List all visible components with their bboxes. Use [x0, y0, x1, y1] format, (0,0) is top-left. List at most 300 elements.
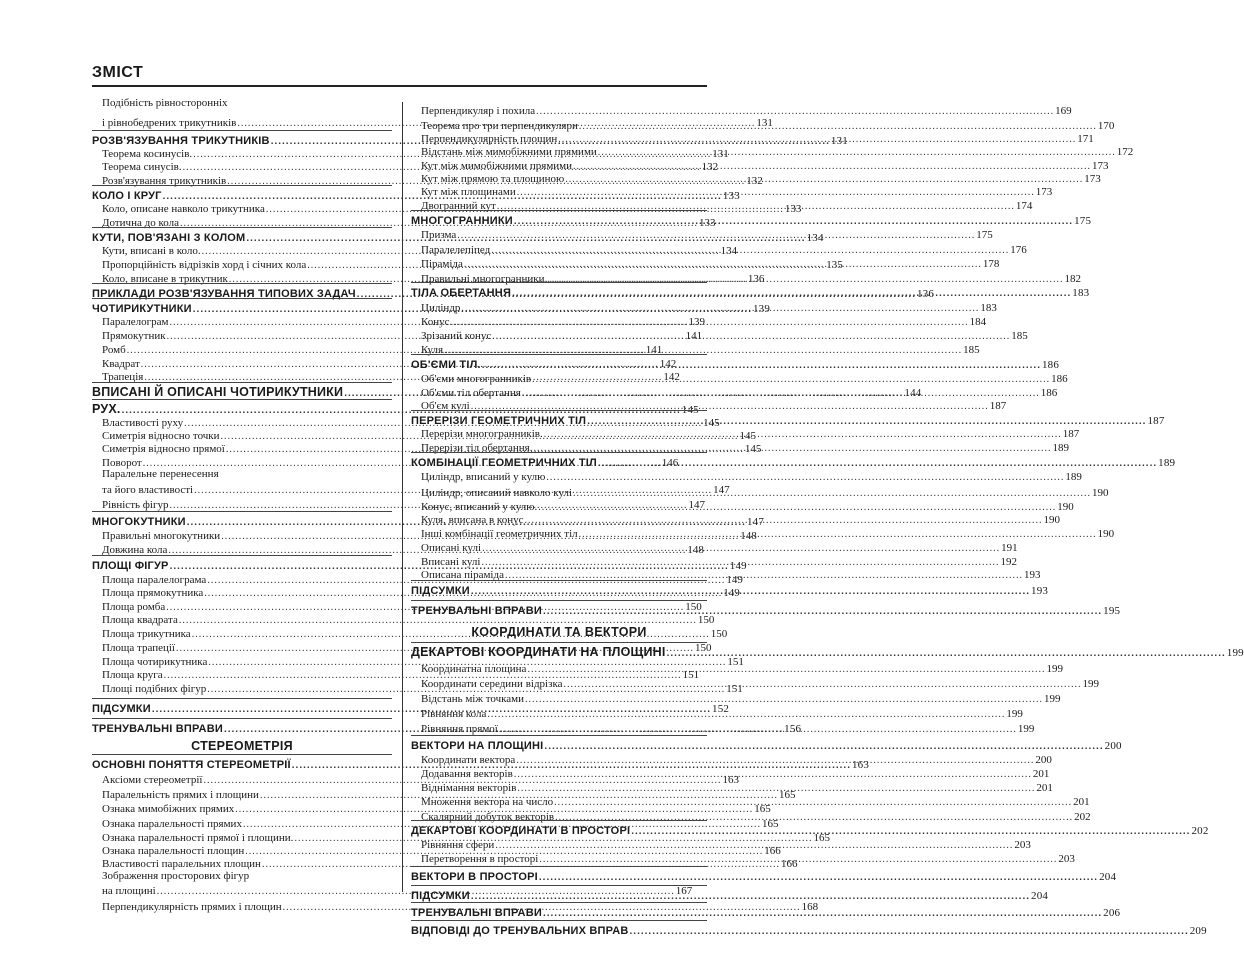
toc-section-entry[interactable] [411, 645, 1244, 659]
dot-leader [538, 855, 1058, 865]
page-number: 175 [1074, 215, 1092, 227]
section-title: ПЛОЩІ ФІГУР [92, 560, 169, 572]
entry-title: на площині [102, 885, 156, 897]
dot-leader [666, 649, 1227, 659]
entry-title: Двогранний кут [421, 200, 496, 212]
section-separator [92, 283, 392, 284]
page-number: 199 [1082, 678, 1100, 690]
entry-title: Коло, описане навколо трикутника [102, 203, 265, 215]
dot-leader [553, 798, 1073, 808]
page-number: 190 [1097, 528, 1115, 540]
entry-title: Додавання векторів [421, 768, 513, 780]
dot-leader [463, 260, 983, 270]
section-title: КОЛО І КРУГ [92, 190, 162, 202]
toc-section-entry[interactable] [411, 455, 1176, 469]
section-separator [411, 820, 707, 821]
page-number: 178 [982, 258, 1000, 270]
page-number: 199 [1046, 663, 1063, 675]
page-number: 146 [661, 457, 679, 469]
dot-leader [494, 841, 1014, 851]
page-number: 187 [989, 400, 1007, 412]
page-number: 149 [723, 587, 740, 599]
entry-title: Ознака мимобіжних прямих [102, 803, 235, 815]
entry-title: Інші комбінації геометричних тіл [421, 528, 578, 540]
entry-title: Площа квадрата [102, 614, 178, 626]
page-number: 133 [722, 190, 740, 202]
page-number: 173 [1092, 160, 1109, 172]
section-separator [411, 885, 707, 886]
dot-leader [572, 489, 1092, 499]
section-separator [411, 580, 707, 581]
page-number: 182 [1064, 273, 1081, 285]
section-separator [92, 130, 392, 131]
dot-leader [524, 695, 1044, 705]
page-number: 134 [806, 232, 824, 244]
page-number: 185 [963, 344, 980, 356]
page-number: 169 [1055, 105, 1072, 117]
page-number: 150 [694, 642, 712, 654]
section-title: ДЕКАРТОВІ КООРДИНАТИ НА ПЛОЩИНІ [411, 645, 666, 659]
dot-leader [481, 544, 1001, 554]
section-separator [411, 902, 707, 903]
section-separator [92, 754, 392, 755]
page-number: 200 [1104, 740, 1122, 752]
page-number: 142 [659, 358, 677, 370]
entry-title: Розв'язування трикутників [102, 175, 227, 187]
page-number: 167 [675, 885, 693, 897]
dot-leader [630, 827, 1191, 837]
page-number: 190 [1057, 501, 1074, 513]
page-number: 132 [701, 161, 719, 173]
entry-title: Властивості руху [102, 417, 184, 429]
page-number: 176 [1010, 244, 1027, 256]
entry-title: Перпендикуляр і похила [421, 105, 536, 117]
entry-title: Піраміда [421, 258, 463, 270]
dot-leader [460, 304, 980, 314]
section-separator [411, 920, 707, 921]
dot-leader [490, 246, 1010, 256]
page-number: 187 [1147, 415, 1165, 427]
dot-leader [542, 909, 1103, 919]
entry-title: Теорема косинусів. [102, 148, 193, 160]
section-separator [411, 600, 707, 601]
entry-title: Скалярний добуток векторів [421, 811, 555, 823]
section-title: ВЕКТОРИ В ПРОСТОРІ [411, 871, 538, 883]
dot-leader [578, 530, 1098, 540]
page-number: 172 [1116, 146, 1134, 158]
page-number: 152 [712, 703, 730, 715]
page-number: 183 [1072, 287, 1090, 299]
section-separator [411, 282, 707, 283]
page-number: 145 [739, 430, 757, 442]
page-number: 187 [1062, 428, 1080, 440]
section-title: ПІДСУМКИ [411, 585, 470, 597]
page-number: 183 [980, 302, 997, 314]
entry-title: Теорема про три перпендикуляри [421, 120, 578, 132]
toc-entry-continuation: Подібність рівносторонніх [102, 97, 228, 109]
page-number: 201 [1032, 768, 1050, 780]
entry-title: Описані кулі [421, 542, 482, 554]
entry-title: та його властивості [102, 484, 194, 496]
entry-title: Відстань між мимобіжними прямими [421, 146, 597, 158]
section-title: ДЕКАРТОВІ КООРДИНАТИ В ПРОСТОРІ [411, 825, 631, 837]
page-number: 132 [746, 175, 763, 187]
page-number: 191 [1001, 542, 1018, 554]
entry-title: Об'єми тіл обертання [421, 387, 521, 399]
entry-title: Паралелограм [102, 316, 169, 328]
section-title: МНОГОГРАННИКИ [411, 215, 513, 227]
page-number: 133 [698, 217, 716, 229]
section-title: ПІДСУМКИ [411, 890, 470, 902]
page-number: 145 [681, 404, 699, 416]
entry-title: Пропорційність відрізків хорд і січних кола [102, 259, 307, 271]
toc-entry[interactable] [411, 540, 1018, 554]
dot-leader [486, 710, 1006, 720]
part-heading: КООРДИНАТИ ТА ВЕКТОРИ [471, 625, 647, 639]
part-heading: СТЕРЕОМЕТРІЯ [191, 739, 293, 753]
section-separator [92, 698, 392, 699]
page-number: 150 [685, 601, 702, 613]
dot-leader [597, 459, 1158, 469]
entry-title: Перерізи тіл обертання. [421, 442, 533, 454]
entry-title: і рівнобедрених трикутників [102, 117, 237, 129]
section-title: ТРЕНУВАЛЬНІ ВПРАВИ [411, 605, 542, 617]
entry-title: Симетрія відносно точки [102, 430, 220, 442]
page-number: 147 [688, 499, 705, 511]
toc-section-entry[interactable] [411, 357, 1060, 371]
entry-title: Конус, вписаний у кулю. [421, 501, 538, 513]
entry-title: Кут між прямою та площиною [421, 173, 565, 185]
section-title: КОМБІНАЦІЇ ГЕОМЕТРИЧНИХ ТІЛ [411, 457, 597, 469]
page-number: 206 [1103, 907, 1121, 919]
toc-entry-continuation: Паралельне перенесення [102, 468, 219, 480]
page-number: 199 [1044, 693, 1061, 705]
dot-leader [481, 361, 1042, 371]
dot-leader [543, 430, 1063, 440]
page-number: 166 [780, 858, 798, 870]
dot-leader [450, 318, 970, 328]
page-number: 171 [1077, 133, 1094, 145]
toc-section-entry[interactable] [411, 738, 1122, 752]
section-separator [411, 642, 707, 643]
page-number: 131 [830, 135, 848, 147]
section-title: РУХ. [92, 402, 121, 416]
dot-leader [516, 784, 1036, 794]
page-number: 145 [703, 417, 720, 429]
section-separator [411, 866, 707, 867]
dot-leader [543, 742, 1104, 752]
page-number: 203 [1058, 853, 1075, 865]
toc-entry[interactable] [411, 499, 1074, 513]
entry-title: Рівність фігур [102, 499, 169, 511]
entry-title: Довжина кола [102, 544, 168, 556]
entry-title: Множення вектора на число [421, 796, 554, 808]
entry-title: Конус [421, 316, 450, 328]
page-number: 186 [1041, 359, 1060, 371]
page-number: 147 [746, 516, 765, 528]
entry-title: Об'єм кулі [421, 400, 470, 412]
dot-leader [629, 927, 1190, 937]
entry-title: Координати вектора [421, 754, 516, 766]
page-number: 163 [722, 774, 739, 786]
page-number: 150 [710, 628, 728, 640]
entry-title: Площа круга [102, 669, 163, 681]
entry-title: Квадрат [102, 358, 140, 370]
entry-title: Координати середини відрізка [421, 678, 563, 690]
dot-leader [563, 680, 1083, 690]
toc-section-entry[interactable] [411, 923, 1207, 937]
page-number: 135 [826, 259, 843, 271]
entry-title: Ознака паралельності прямої і площини. [102, 832, 294, 844]
dot-leader [470, 587, 1031, 597]
section-separator [92, 298, 392, 299]
page-number: 185 [1011, 330, 1028, 342]
page-number: 139 [688, 316, 706, 328]
section-title: КУТИ, ПОВ'ЯЗАНІ З КОЛОМ [92, 232, 246, 244]
page-number: 156 [784, 723, 802, 735]
page-number: 141 [685, 330, 703, 342]
page-number: 189 [1052, 442, 1069, 454]
section-title: ЧОТИРИКУТНИКИ [92, 303, 192, 315]
page-number: 139 [752, 303, 771, 315]
entry-title: Об'єми многогранників [421, 373, 532, 385]
entry-title: Вписані кулі [421, 556, 481, 568]
entry-title: Кут між площинами [421, 186, 516, 198]
dot-leader [491, 332, 1011, 342]
page-number: 136 [747, 273, 765, 285]
dot-leader [513, 770, 1033, 780]
section-separator [411, 354, 707, 355]
dot-leader [516, 188, 1036, 198]
page-number: 202 [1074, 811, 1091, 823]
section-separator [411, 410, 707, 411]
entry-title: Правильні многогранники [421, 273, 545, 285]
page-number: 151 [726, 683, 743, 695]
toc-entry-continuation: Зображення просторових фігур [102, 870, 250, 882]
page-number: 168 [801, 901, 819, 913]
page-number: 204 [1099, 871, 1117, 883]
entry-title: Кути, вписані в коло. [102, 245, 201, 257]
section-title: ТРЕНУВАЛЬНІ ВПРАВИ [92, 723, 223, 735]
dot-leader [515, 756, 1035, 766]
dot-leader [545, 473, 1065, 483]
page-number: 195 [1103, 605, 1121, 617]
page-number: 190 [1092, 487, 1109, 499]
entry-title: Площа чотирикутника [102, 656, 208, 668]
page-number: 201 [1073, 796, 1090, 808]
entry-title: Аксіоми стереометрії [102, 774, 203, 786]
page-number: 193 [1023, 569, 1041, 581]
page-title: ЗМІСТ [92, 64, 144, 81]
entry-title: Рівняння кола [421, 708, 487, 720]
page-number: 190 [1043, 514, 1060, 526]
toc-entry[interactable] [411, 103, 1072, 117]
page-number: 199 [1017, 723, 1035, 735]
entry-title: Площа прямокутника [102, 587, 204, 599]
page-number: 193 [1031, 585, 1049, 597]
page-number: 200 [1035, 754, 1052, 766]
page-number: 148 [687, 544, 704, 556]
section-title: ТІЛА ОБЕРТАННЯ [411, 287, 512, 299]
page-number: 184 [969, 316, 987, 328]
page-number: 166 [764, 845, 781, 857]
dot-leader [535, 107, 1055, 117]
page-number: 144 [904, 387, 922, 399]
toc-section-entry[interactable] [411, 603, 1121, 617]
entry-title: Площа трикутника [102, 628, 191, 640]
page-number: 150 [697, 614, 715, 626]
entry-title: Перпендикулярність площин [421, 133, 558, 145]
entry-title: Симетрія відносно прямої [102, 443, 225, 455]
section-title: ПРИКЛАДИ РОЗВ'ЯЗУВАННЯ ТИПОВИХ ЗАДАЧ [92, 288, 356, 300]
page-number: 134 [720, 245, 738, 257]
section-separator [92, 227, 392, 228]
page-number: 204 [1031, 890, 1049, 902]
page-number: 147 [713, 484, 730, 496]
section-title: МНОГОКУТНИКИ [92, 516, 186, 528]
page-number: 199 [1006, 708, 1023, 720]
toc-entry[interactable] [411, 328, 1028, 342]
entry-title: Дотична до кола [102, 217, 179, 229]
section-title: ПІДСУМКИ [92, 703, 151, 715]
dot-leader [526, 665, 1046, 675]
toc-entry[interactable] [92, 612, 715, 626]
page-number: 133 [784, 203, 802, 215]
section-title: ВПИСАНІ Й ОПИСАНІ ЧОТИРИКУТНИКИ [92, 385, 344, 399]
page-number: 174 [1015, 200, 1033, 212]
toc-entry[interactable] [411, 371, 1068, 385]
entry-title: Віднімання векторів [421, 782, 517, 794]
entry-title: Паралельність прямих і площини [102, 789, 259, 801]
page-number: 192 [1000, 556, 1017, 568]
entry-title: Перетворення в просторі [421, 853, 539, 865]
page-number: 209 [1189, 925, 1207, 937]
entry-title: Циліндр [421, 302, 461, 314]
entry-title: Ромб [102, 344, 126, 356]
section-separator [92, 511, 392, 512]
page-number: 148 [740, 530, 757, 542]
entry-title: Куля [421, 344, 444, 356]
entry-title: Призма [421, 229, 457, 241]
entry-title: Зрізаний конус [421, 330, 492, 342]
dot-leader [542, 607, 1103, 617]
page-number: 203 [1014, 839, 1031, 851]
dot-leader [597, 148, 1117, 158]
page-number: 186 [1040, 387, 1058, 399]
entry-title: Коло, вписане в трикутник [102, 273, 228, 285]
page-number: 165 [761, 818, 779, 830]
page-number: 151 [727, 656, 744, 668]
entry-title: Описана піраміда [421, 569, 504, 581]
page-number: 151 [682, 669, 700, 681]
toc-entry[interactable] [411, 691, 1061, 705]
dot-leader [511, 289, 1072, 299]
entry-title: Рівняння прямої [421, 723, 498, 735]
entry-title: Ознака паралельності прямих [102, 818, 242, 830]
section-separator [92, 382, 392, 383]
page-number: 165 [813, 832, 830, 844]
dot-leader [531, 375, 1051, 385]
section-title: ОСНОВНІ ПОНЯТТЯ СТЕРЕОМЕТРІЇ [92, 759, 291, 771]
section-separator [92, 399, 392, 400]
page-number: 136 [917, 288, 935, 300]
toc-section-entry[interactable] [411, 888, 1049, 902]
entry-title: Прямокутник [102, 330, 166, 342]
toc-entry[interactable] [92, 654, 744, 668]
section-title: РОЗВ'ЯЗУВАННЯ ТРИКУТНИКІВ [92, 135, 270, 147]
entry-title: Площа трапеції [102, 642, 175, 654]
page-number: 149 [726, 574, 743, 586]
dot-leader [544, 275, 1064, 285]
section-separator [411, 452, 707, 453]
entry-title: Властивості паралельних площин [102, 858, 261, 870]
page-number: 165 [754, 803, 771, 815]
section-title: ПЕРЕРІЗИ ГЕОМЕТРИЧНИХ ТІЛ [411, 415, 587, 427]
entry-title: Рівняння сфери [421, 839, 495, 851]
entry-title: Кут між мимобіжними прямими [421, 160, 573, 172]
entry-title: Площа ромба [102, 601, 166, 613]
entry-title: Циліндр, описаний навколо кулі [421, 487, 573, 499]
toc-section-entry[interactable] [411, 869, 1117, 883]
dot-leader [456, 231, 976, 241]
page-number: 142 [663, 371, 680, 383]
entry-title: Відстань між точками [421, 693, 525, 705]
entry-title: Координатна площина [421, 663, 527, 675]
dot-leader [513, 217, 1074, 227]
page-number: 173 [1084, 173, 1101, 185]
entry-title: Правильні многокутники [102, 530, 221, 542]
page-number: 141 [645, 344, 663, 356]
entry-title: Площі подібних фігур [102, 683, 207, 695]
page-number: 170 [1097, 120, 1115, 132]
dot-leader [470, 892, 1031, 902]
page-number: 175 [976, 229, 993, 241]
page-number: 131 [712, 148, 729, 160]
page-number: 165 [778, 789, 796, 801]
page-number: 149 [729, 560, 747, 572]
dot-leader [554, 813, 1074, 823]
title-rule [92, 85, 707, 87]
dot-leader [538, 873, 1099, 883]
section-title: ВІДПОВІДІ ДО ТРЕНУВАЛЬНИХ ВПРАВ [411, 925, 629, 937]
section-title: ОБ'ЄМИ ТІЛ. [411, 359, 481, 371]
page-number: 199 [1226, 647, 1244, 659]
entry-title: Площа паралелограма [102, 574, 207, 586]
page-number: 173 [1035, 186, 1053, 198]
page-number: 145 [744, 443, 762, 455]
entry-title: Циліндр, вписаний у кулю [421, 471, 546, 483]
entry-title: Перерізи многогранників. [421, 428, 543, 440]
entry-title: Перпендикулярність прямих і площин [102, 901, 282, 913]
toc-entry[interactable] [411, 314, 987, 328]
toc-entry[interactable] [411, 469, 1082, 483]
entry-title: Ознака паралельності площин [102, 845, 245, 857]
section-separator [92, 718, 392, 719]
page-number: 163 [851, 759, 870, 771]
entry-title: Поворот [102, 457, 142, 469]
page-number: 201 [1036, 782, 1053, 794]
section-title: ТРЕНУВАЛЬНІ ВПРАВИ [411, 907, 542, 919]
dot-leader [498, 725, 1018, 735]
entry-title: Теорема синусів. [102, 161, 182, 173]
page-number: 189 [1065, 471, 1082, 483]
section-separator [92, 555, 392, 556]
page-number: 189 [1158, 457, 1176, 469]
dot-leader [523, 516, 1043, 526]
section-title: ВЕКТОРИ НА ПЛОЩИНІ [411, 740, 544, 752]
entry-title: Куля, вписана в конус [421, 514, 524, 526]
page-number: 186 [1051, 373, 1068, 385]
